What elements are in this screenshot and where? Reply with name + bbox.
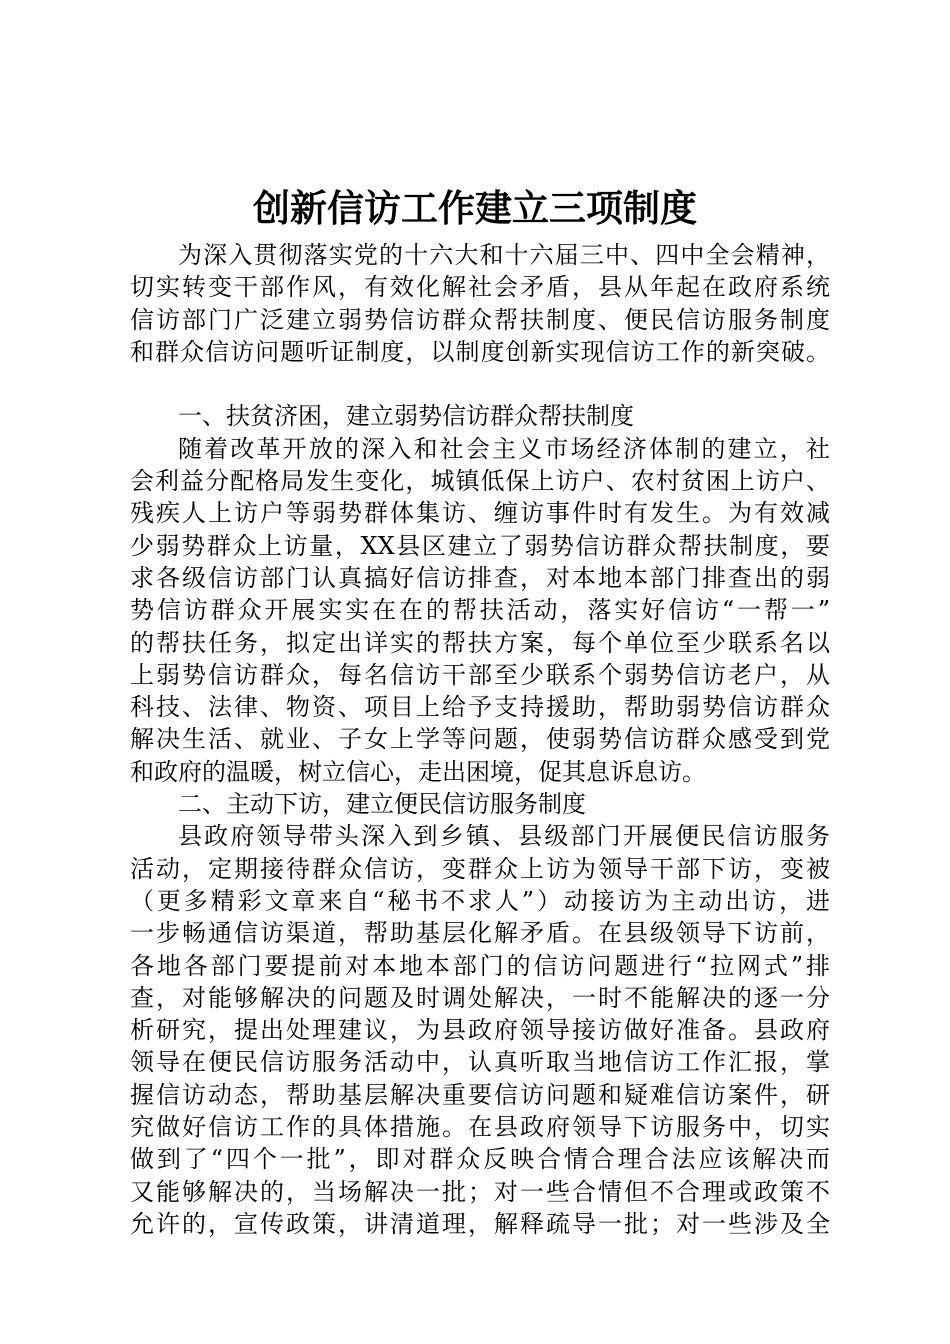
paragraph-line: 解决生活、就业、子女上学等问题，使弱势信访群众感受到党 bbox=[130, 725, 830, 754]
paragraph-line: 切实转变干部作风，有效化解社会矛盾，县从年起在政府系统 bbox=[130, 273, 830, 302]
paragraph-line: 上弱势信访群众，每名信访干部至少联系个弱势信访老户，从 bbox=[130, 660, 830, 689]
paragraph-line: 信访部门广泛建立弱势信访群众帮扶制度、便民信访服务制度 bbox=[130, 305, 830, 334]
paragraph-line: （更多精彩文章来自“秘书不求人”）动接访为主动出访，进 bbox=[130, 886, 830, 915]
paragraph-line: 允许的，宣传政策，讲清道理，解释疏导一批；对一些涉及全 bbox=[130, 1209, 830, 1238]
section-heading: 一、扶贫济困，建立弱势信访群众帮扶制度 bbox=[178, 402, 634, 431]
paragraph-line: 势信访群众开展实实在在的帮扶活动，落实好信访“一帮一” bbox=[130, 596, 830, 625]
paragraph-line: 残疾人上访户等弱势群体集访、缠访事件时有发生。为有效减 bbox=[130, 499, 830, 528]
paragraph-line: 少弱势群众上访量，XX县区建立了弱势信访群众帮扶制度，要 bbox=[130, 531, 830, 560]
paragraph-line: 的帮扶任务，拟定出详实的帮扶方案，每个单位至少联系名以 bbox=[130, 628, 830, 657]
paragraph-line: 析研究，提出处理建议，为县政府领导接访做好准备。县政府 bbox=[130, 1016, 830, 1045]
paragraph-gap bbox=[130, 368, 830, 400]
paragraph-line: 县政府领导带头深入到乡镇、县级部门开展便民信访服务 bbox=[178, 822, 830, 851]
paragraph-line: 为深入贯彻落实党的十六大和十六届三中、四中全会精神， bbox=[178, 241, 830, 269]
paragraph-line: 和群众信访问题听证制度，以制度创新实现信访工作的新突破。 bbox=[130, 337, 830, 366]
paragraph-line: 和政府的温暖，树立信心，走出困境，促其息诉息访。 bbox=[130, 757, 706, 786]
paragraph-line: 科技、法律、物资、项目上给予支持援助，帮助弱势信访群众 bbox=[130, 693, 830, 722]
section-heading: 二、主动下访，建立便民信访服务制度 bbox=[178, 790, 586, 819]
paragraph-line: 做到了“四个一批”，即对群众反映合情合理合法应该解决而 bbox=[130, 1145, 830, 1174]
paragraph-line: 又能够解决的，当场解决一批；对一些合情但不合理或政策不 bbox=[130, 1177, 830, 1206]
paragraph-line: 各地各部门要提前对本地本部门的信访问题进行“拉网式”排 bbox=[130, 951, 830, 980]
paragraph-line: 活动，定期接待群众信访，变群众上访为领导干部下访，变被 bbox=[130, 854, 830, 883]
paragraph-line: 握信访动态，帮助基层解决重要信访问题和疑难信访案件，研 bbox=[130, 1080, 830, 1109]
document-title: 创新信访工作建立三项制度 bbox=[253, 186, 697, 230]
paragraph-line: 一步畅通信访渠道，帮助基层化解矛盾。在县级领导下访前， bbox=[130, 919, 830, 948]
paragraph-line: 求各级信访部门认真搞好信访排查，对本地本部门排查出的弱 bbox=[130, 563, 830, 592]
paragraph-line: 领导在便民信访服务活动中，认真听取当地信访工作汇报，掌 bbox=[130, 1048, 830, 1077]
document-body bbox=[130, 239, 830, 1240]
paragraph-line: 查，对能够解决的问题及时调处解决，一时不能解决的逐一分 bbox=[130, 983, 830, 1012]
paragraph-line: 究做好信访工作的具体措施。在县政府领导下访服务中，切实 bbox=[130, 1113, 830, 1142]
paragraph-line: 随着改革开放的深入和社会主义市场经济体制的建立，社 bbox=[178, 434, 830, 463]
paragraph-line: 会利益分配格局发生变化，城镇低保上访户、农村贫困上访户、 bbox=[130, 467, 830, 496]
